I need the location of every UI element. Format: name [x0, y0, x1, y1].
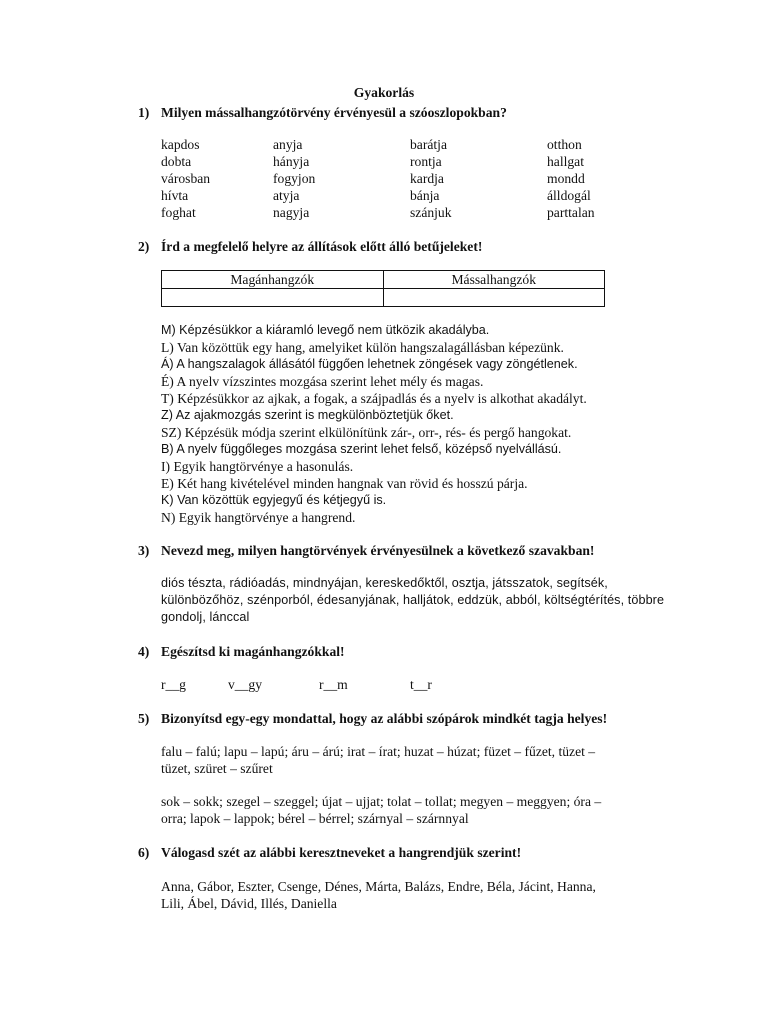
word-pairs-1 — [161, 743, 681, 777]
word-column-1 — [161, 136, 210, 221]
word: kardja — [410, 171, 444, 186]
word: álldogál — [547, 188, 591, 203]
statement: É) A nyelv vízszintes mozgása szerint lehet mély és magas. — [161, 374, 484, 389]
word-list: diós tészta, rádióadás, mindnyájan, kereskedőktől, osztja, játsszatok, segítsék, különbözőhöz, szénporból, édesanyjának, halljátok, eddzük, abból, költségtérítés, többre gondolj, lánccal — [161, 576, 665, 624]
word: otthon — [547, 137, 582, 152]
text-line: falu – falú; lapu – lapú; áru – árú; irat – írat; huzat – húzat; füzet – fűzet, tüzet – — [161, 744, 596, 759]
question-number: 2) — [138, 239, 150, 254]
word-pairs-2 — [161, 793, 681, 827]
word-column-4 — [547, 136, 595, 221]
word: atyja — [273, 188, 300, 203]
statement: Á) A hangszalagok állásától függően lehetnek zöngések vagy zöngétlenek. — [161, 357, 578, 371]
name-list — [161, 878, 681, 912]
vowel-consonant-table — [161, 270, 605, 307]
text-line: Lili, Ábel, Dávid, Illés, Daniella — [161, 896, 337, 911]
word: nagyja — [273, 205, 310, 220]
statement: M) Képzésükkor a kiáramló levegő nem ütközik akadályba. — [161, 323, 490, 337]
statement: L) Van közöttük egy hang, amelyiket külön hangszalagállásban képezünk. — [161, 340, 564, 355]
question-text: Milyen mássalhangzótörvény érvényesül a szóoszlopokban? — [161, 105, 507, 120]
word: foghat — [161, 205, 196, 220]
text-line: orra; lapok – lappok; bérel – bérrel; szárnyal – szárnnyal — [161, 811, 469, 826]
question-text: Írd a megfelelő helyre az állítások előtt álló betűjeleket! — [161, 239, 483, 254]
worksheet-title: Gyakorlás — [353, 85, 415, 100]
word: bánja — [410, 188, 440, 203]
word: dobta — [161, 154, 192, 169]
statement: I) Egyik hangtörvénye a hasonulás. — [161, 459, 354, 474]
question-number: 1) — [138, 105, 150, 120]
question-number: 4) — [138, 644, 150, 659]
fill-in-word: r__m — [319, 677, 348, 692]
question-number: 5) — [138, 711, 150, 726]
statement-list — [161, 322, 587, 526]
statement: B) A nyelv függőleges mozgása szerint lehet felső, középső nyelvállású. — [161, 442, 562, 456]
word-column-2 — [273, 136, 315, 221]
answer-cell-consonants[interactable] — [383, 289, 605, 307]
text-line: tüzet, szüret – szűret — [161, 761, 273, 776]
question-1 — [138, 104, 507, 121]
question-text: Nevezd meg, milyen hangtörvények érvényesülnek a következő szavakban! — [161, 543, 595, 558]
word: fogyjon — [273, 171, 316, 186]
table-header-row — [162, 271, 605, 289]
question-3 — [138, 542, 594, 559]
word: hallgat — [547, 154, 584, 169]
word-column-3 — [410, 136, 452, 221]
statement: N) Egyik hangtörvénye a hangrend. — [161, 510, 356, 525]
text-line: sok – sokk; szegel – szeggel; újat – ujjat; tolat – tollat; megyen – meggyen; óra – — [161, 794, 602, 809]
question-text: Egészítsd ki magánhangzókkal! — [161, 644, 345, 659]
header-vowels: Magánhangzók — [162, 271, 384, 289]
word: barátja — [410, 137, 447, 152]
word: városban — [161, 171, 211, 186]
question-4 — [138, 643, 345, 660]
word: hányja — [273, 154, 310, 169]
answer-cell-vowels[interactable] — [162, 289, 384, 307]
fill-in-word: r__g — [161, 677, 186, 692]
word: szánjuk — [410, 205, 452, 220]
statement: Z) Az ajakmozgás szerint is megkülönböztetjük őket. — [161, 408, 454, 422]
question-number: 6) — [138, 845, 150, 860]
header-consonants: Mássalhangzók — [383, 271, 605, 289]
question-6 — [138, 844, 521, 861]
fill-in-word: v__gy — [228, 677, 262, 692]
word: parttalan — [547, 205, 595, 220]
statement: T) Képzésükkor az ajkak, a fogak, a szájpadlás és a nyelv is alkothat akadályt. — [161, 391, 587, 406]
word: mondd — [547, 171, 585, 186]
question-text: Bizonyítsd egy-egy mondattal, hogy az alábbi szópárok mindkét tagja helyes! — [161, 711, 608, 726]
question-text: Válogasd szét az alábbi keresztneveket a hangrendjük szerint! — [161, 845, 522, 860]
text-line: Anna, Gábor, Eszter, Csenge, Dénes, Márta, Balázs, Endre, Béla, Jácint, Hanna, — [161, 879, 596, 894]
word: anyja — [273, 137, 303, 152]
table-answer-row — [162, 289, 605, 307]
word: rontja — [410, 154, 442, 169]
question-2 — [138, 238, 482, 255]
statement: SZ) Képzésük módja szerint elkülönítünk zár-, orr-, rés- és pergő hangokat. — [161, 425, 572, 440]
statement: K) Van közöttük egyjegyű és kétjegyű is. — [161, 493, 387, 507]
fill-in-word: t__r — [410, 677, 432, 692]
word: kapdos — [161, 137, 200, 152]
statement: E) Két hang kivételével minden hangnak van rövid és hosszú párja. — [161, 476, 528, 491]
question-number: 3) — [138, 543, 150, 558]
question-5 — [138, 710, 607, 727]
word: hívta — [161, 188, 189, 203]
